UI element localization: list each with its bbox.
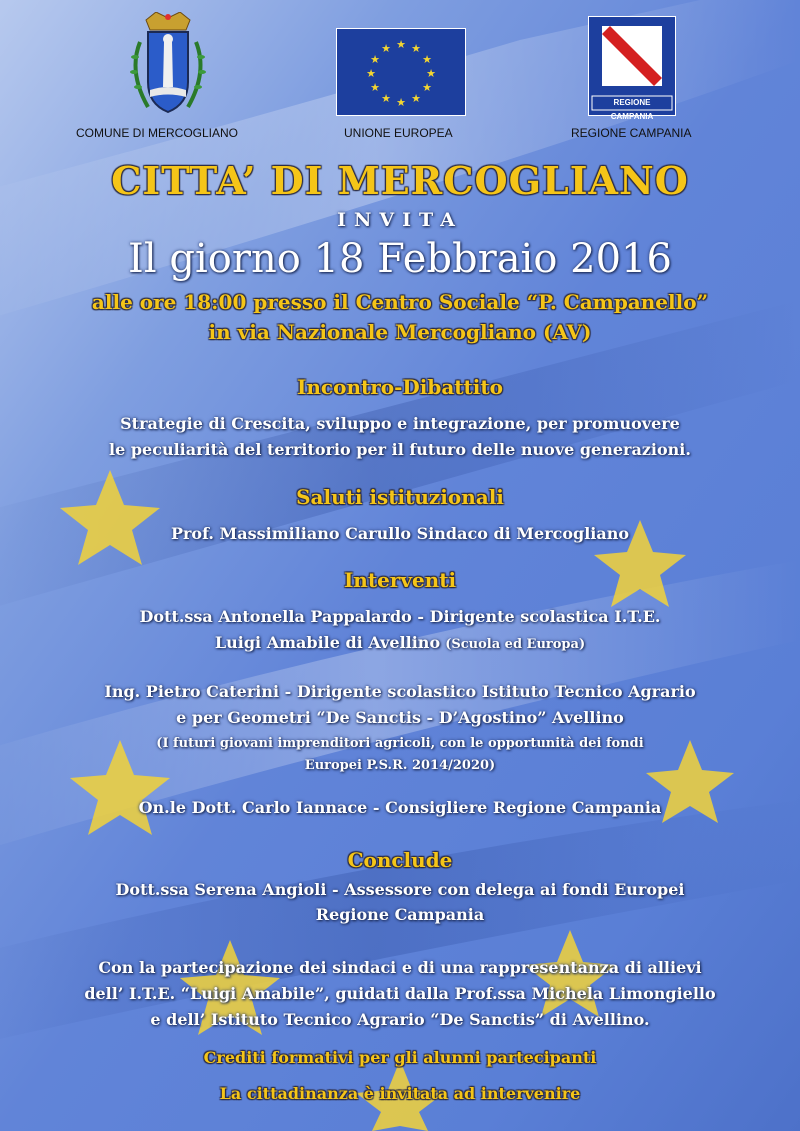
incontro-heading: Incontro-Dibattito: [297, 375, 503, 399]
partecipazione-line-1: Con la partecipazione dei sindaci e di una rappresentanza di allievi: [98, 958, 702, 977]
interventi-p2-line-2: e per Geometri “De Sanctis - D’Agostino” Avellino: [176, 708, 624, 727]
eu-flag-logo: [336, 28, 466, 116]
svg-text:★: ★: [411, 92, 421, 105]
svg-text:★: ★: [396, 38, 406, 51]
eu-stars-icon: [336, 28, 466, 116]
regione-badge-text: REGIONE CAMPANIA: [610, 98, 654, 121]
interventi-p1-note: (Scuola ed Europa): [445, 637, 586, 652]
partecipazione-line-3: e dell’ Istituto Tecnico Agrario “De Sanctis” di Avellino.: [150, 1010, 650, 1029]
conclude-line-2: Regione Campania: [315, 905, 485, 924]
comune-crest-logo: [118, 12, 218, 124]
comune-caption: COMUNE DI MERCOGLIANO: [76, 126, 239, 140]
svg-text:★: ★: [422, 53, 432, 66]
event-address: in via Nazionale Mercogliano (AV): [208, 320, 592, 344]
regione-logo: [588, 16, 676, 121]
svg-text:★: ★: [370, 53, 380, 66]
interventi-p3-line-1: On.le Dott. Carlo Iannace - Consigliere Regione Campania: [138, 798, 662, 817]
saluti-line-1: Prof. Massimiliano Carullo Sindaco di Mercogliano: [170, 524, 630, 543]
svg-text:★: ★: [381, 42, 391, 55]
incontro-line-2: le peculiarità del territorio per il futuro delle nuove generazioni.: [109, 440, 691, 459]
invito-note: La cittadinanza è invitata ad intervenire: [219, 1084, 581, 1103]
event-date: Il giorno 18 Febbraio 2016: [128, 236, 672, 282]
svg-text:★: ★: [426, 67, 436, 80]
event-time-place: alle ore 18:00 presso il Centro Sociale “P. Campanello”: [91, 290, 709, 314]
conclude-line-1: Dott.ssa Serena Angioli - Assessore con delega ai fondi Europei: [115, 880, 685, 899]
interventi-p1-line-2: Luigi Amabile di Avellino: [214, 633, 441, 652]
svg-text:★: ★: [422, 81, 432, 94]
saluti-heading: Saluti istituzionali: [296, 485, 504, 509]
conclude-heading: Conclude: [347, 848, 453, 872]
page-title: CITTA’ DI MERCOGLIANO: [111, 158, 689, 203]
svg-text:★: ★: [370, 81, 380, 94]
interventi-p2-note-1: (I futuri giovani imprenditori agricoli, con le opportunità dei fondi: [156, 736, 644, 751]
svg-text:★: ★: [396, 96, 406, 109]
eu-caption: UNIONE EUROPEA: [344, 126, 453, 140]
interventi-p2-line-1: Ing. Pietro Caterini - Dirigente scolastico Istituto Tecnico Agrario: [104, 682, 696, 701]
incontro-line-1: Strategie di Crescita, sviluppo e integrazione, per promuovere: [120, 414, 680, 433]
invita-label: INVITA: [337, 209, 463, 231]
crest-icon: [118, 12, 218, 117]
svg-text:★: ★: [366, 67, 376, 80]
partecipazione-line-2: dell’ I.T.E. “Luigi Amabile”, guidati dalla Prof.ssa Michela Limongiello: [84, 984, 716, 1003]
svg-text:★: ★: [381, 92, 391, 105]
logos-row: [0, 12, 800, 147]
interventi-heading: Interventi: [343, 568, 457, 592]
interventi-p1-line-2-row: [0, 633, 800, 652]
svg-text:★: ★: [411, 42, 421, 55]
crediti-note: Crediti formativi per gli alunni partecipanti: [203, 1048, 597, 1067]
interventi-p1-line-1: Dott.ssa Antonella Pappalardo - Dirigente scolastica I.T.E.: [139, 607, 661, 626]
regione-caption: REGIONE CAMPANIA: [571, 126, 692, 140]
interventi-p2-note-2: Europei P.S.R. 2014/2020): [304, 758, 496, 773]
